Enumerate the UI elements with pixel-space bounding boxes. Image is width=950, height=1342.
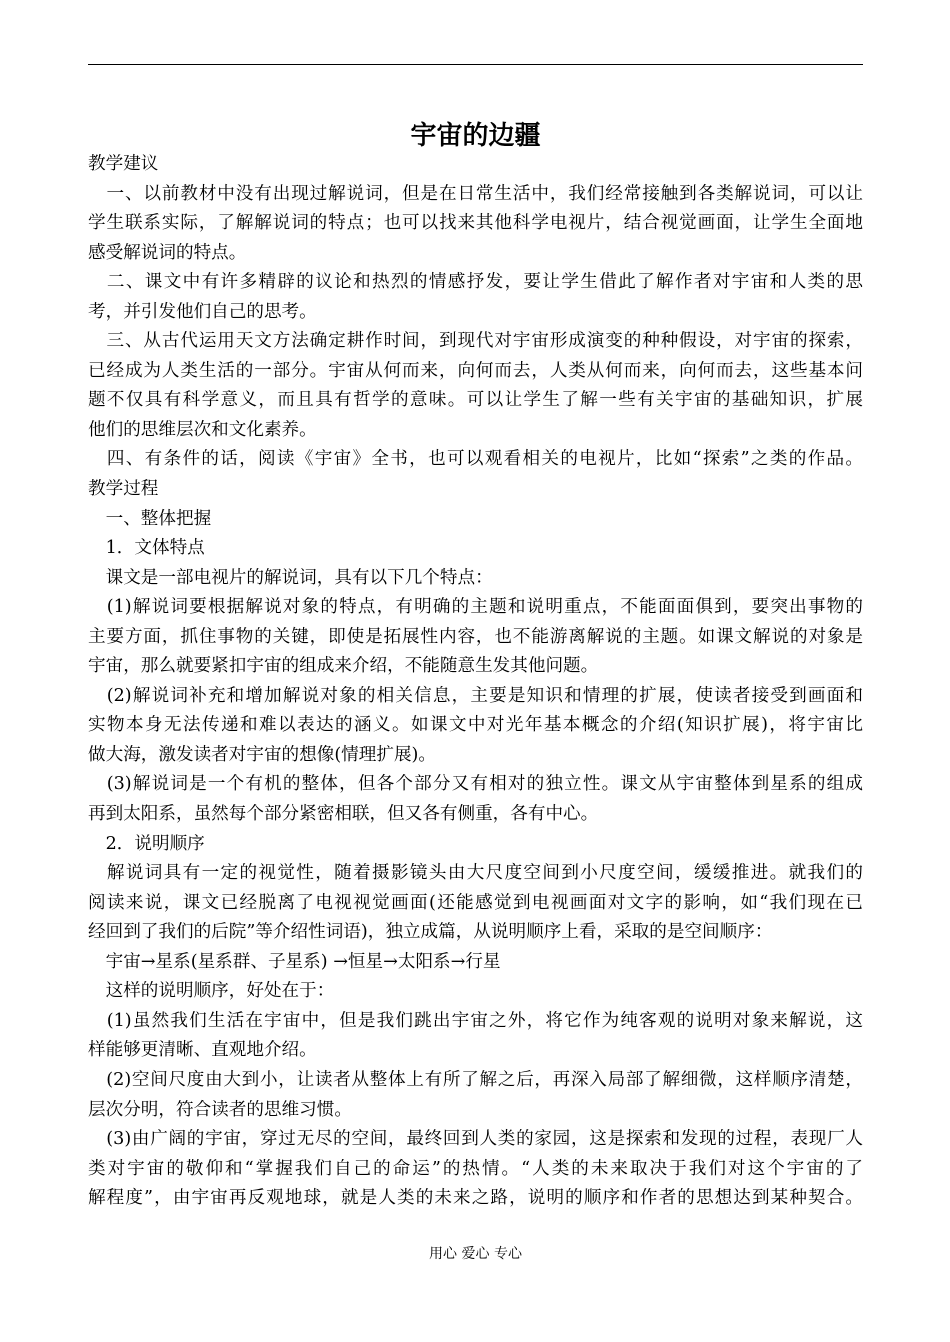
text-line: 这样的说明顺序，好处在于： xyxy=(88,981,335,1002)
text-line: (1)解说词要根据解说对象的特点，有明确的主题和说明重点，不能面面俱到，要突出事物的 xyxy=(88,597,863,618)
text-line: (3)由广阔的宇宙，穿过无尽的空间，最终回到人类的家园，这是探索和发现的过程，表现厂人 xyxy=(88,1129,863,1150)
text-line: 再到太阳系，虽然每个部分紧密相联，但又各有侧重，各有中心。 xyxy=(88,804,599,825)
text-line: 他们的思维层次和文化素养。 xyxy=(88,419,317,440)
text-line: 三、从古代运用天文方法确定耕作时间，到现代对宇宙形成演变的种种假设，对宇宙的探索， xyxy=(88,331,863,352)
text-line: (3)解说词是一个有机的整体，但各个部分又有相对的独立性。课文从宇宙整体到星系的组成 xyxy=(88,774,863,795)
text-line: 2．说明顺序 xyxy=(88,833,205,854)
document-body xyxy=(88,150,863,1214)
text-line: 题不仅具有科学意义，而且具有哲学的意味。可以让学生了解一些有关宇宙的基础知识，扩展 xyxy=(88,390,863,411)
text-line: 已经成为人类生活的一部分。宇宙从何而来，向何而去，人类从何而来，向何而去，这些基本问 xyxy=(88,360,863,381)
text-line: 样能够更清晰、直观地介绍。 xyxy=(88,1040,317,1061)
text-line: 类对宇宙的敬仰和“掌握我们自己的命运”的热情。“人类的未来取决于我们对这个宇宙的了 xyxy=(88,1158,863,1179)
text-line: 一、以前教材中没有出现过解说词，但是在日常生活中，我们经常接触到各类解说词，可以让 xyxy=(88,183,863,204)
text-line: 四、有条件的话，阅读《宇宙》全书，也可以观看相关的电视片，比如“探索”之类的作品。 xyxy=(88,449,863,470)
text-line: 解程度”，由宇宙再反观地球，就是人类的未来之路，说明的顺序和作者的思想达到某种契合。 xyxy=(88,1188,863,1209)
text-line: 教学过程 xyxy=(88,479,159,500)
text-line: 教学建议 xyxy=(88,154,159,174)
text-line: 做大海，激发读者对宇宙的想像(情理扩展)。 xyxy=(88,744,437,765)
text-line: (1)虽然我们生活在宇宙中，但是我们跳出宇宙之外，将它作为纯客观的说明对象来解说，这 xyxy=(88,1010,863,1031)
text-line: 宇宙，那么就要紧扣宇宙的组成来介绍，不能随意生发其他问题。 xyxy=(88,656,599,677)
text-line: 层次分明，符合读者的思维习惯。 xyxy=(88,1099,352,1120)
text-line: 考，并引发他们自己的思考。 xyxy=(88,301,317,322)
text-line: 二、课文中有许多精辟的议论和热烈的情感抒发，要让学生借此了解作者对宇宙和人类的思 xyxy=(88,272,863,293)
header-rule xyxy=(88,64,863,65)
text-line: 课文是一部电视片的解说词，具有以下几个特点： xyxy=(88,567,493,588)
page-footer: 用心 爱心 专心 xyxy=(429,1246,522,1262)
text-line: 实物本身无法传递和难以表达的涵义。如课文中对光年基本概念的介绍(知识扩展)，将宇宙比 xyxy=(88,715,863,736)
text-line: 一、整体把握 xyxy=(88,508,212,529)
text-line: 学生联系实际，了解解说词的特点；也可以找来其他科学电视片，结合视觉画面，让学生全面地 xyxy=(88,213,863,234)
page-title: 宇宙的边疆 xyxy=(410,121,541,151)
text-line: 感受解说词的特点。 xyxy=(88,242,247,263)
text-line: 1．文体特点 xyxy=(88,538,205,559)
text-line: 解说词具有一定的视觉性，随着摄影镜头由大尺度空间到小尺度空间，缓缓推进。就我们的 xyxy=(88,863,863,884)
text-line: (2)解说词补充和增加解说对象的相关信息，主要是知识和情理的扩展，使读者接受到画面和 xyxy=(88,685,863,706)
text-line: (2)空间尺度由大到小，让读者从整体上有所了解之后，再深入局部了解细微，这样顺序清楚， xyxy=(88,1069,863,1090)
text-line: 阅读来说，课文已经脱离了电视视觉画面(还能感觉到电视画面对文字的影响，如“我们现在已 xyxy=(88,892,863,913)
text-line: 经回到了我们的后院”等介绍性词语)，独立成篇，从说明顺序上看，采取的是空间顺序： xyxy=(88,922,773,943)
text-line: 主要方面，抓住事物的关键，即使是拓展性内容，也不能游离解说的主题。如课文解说的对象是 xyxy=(88,626,863,647)
text-line: 宇宙→星系(星系群、子星系) →恒星→太阳系→行星 xyxy=(88,951,501,972)
